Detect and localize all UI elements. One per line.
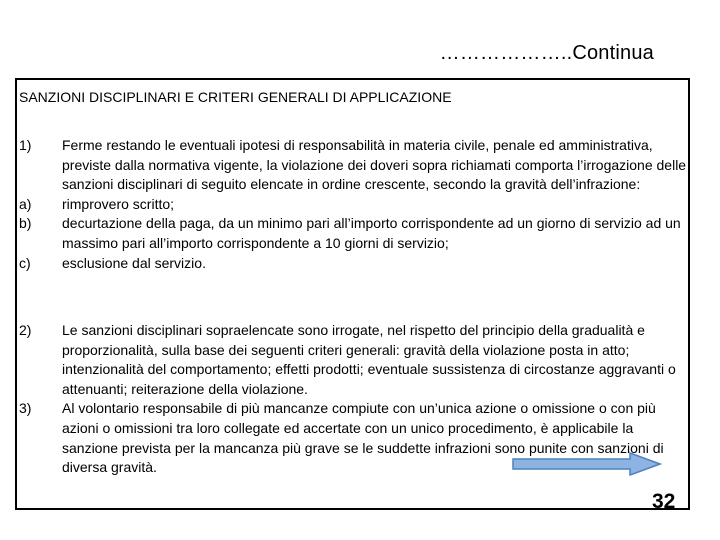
sub-item-c-text: esclusione dal servizio.	[62, 254, 206, 271]
continua-header: ………………..Continua	[439, 42, 654, 64]
sub-item-b-text: decurtazione della paga, da un minimo pari all’importo corrispondente ad un giorno di servizio ad un massimo pari all’importo corrispondente a 10 giorni di servizio;	[62, 215, 681, 251]
item-2-number: 2)	[19, 322, 32, 338]
item-3-number: 3)	[19, 400, 32, 417]
item-2-text: Le sanzioni disciplinari sopraelencate sono irrogate, nel rispetto del principio della gradualità e proporzionalità, sulla base dei seguenti criteri generali: gravità della violazione posta in atto; intenzionalità del comportamento; effetti prodotti; eventuale sussistenza di circostanze aggravanti o attenuanti; reiterazione della violazione.	[62, 322, 676, 397]
item-1-number: 1)	[19, 137, 32, 153]
sub-item-b-letter: b)	[19, 215, 32, 232]
item-3-text: Al volontario responsabile di più mancanze compiute con un’unica azione o omissione o con più azioni o omissioni tra loro collegate ed accertate con un unico procedimento, è applicabile la sanzione prevista per la mancanza più grave se le suddette infrazioni sono punite con sanzioni di diversa gravità.	[62, 400, 664, 476]
item-1-text: Ferme restando le eventuali ipotesi di responsabilità in materia civile, penale ed amministrativa, previste dalla normativa vigente, la violazione dei doveri sopra richiamati comporta l’irrogazione delle sanzioni disciplinari di seguito elencate in ordine crescente, secondo la gravità dell’infrazione:	[62, 137, 687, 193]
sub-item-c-letter: c)	[19, 254, 31, 271]
sub-item-a-text: rimprovero scritto;	[62, 195, 175, 212]
page-number: 32	[652, 490, 676, 513]
section-title: SANZIONI DISCIPLINARI E CRITERI GENERALI DI APPLICAZIONE	[19, 89, 452, 105]
right-arrow-icon[interactable]	[512, 452, 662, 476]
sub-item-a-letter: a)	[19, 195, 32, 212]
item-1	[19, 136, 691, 273]
